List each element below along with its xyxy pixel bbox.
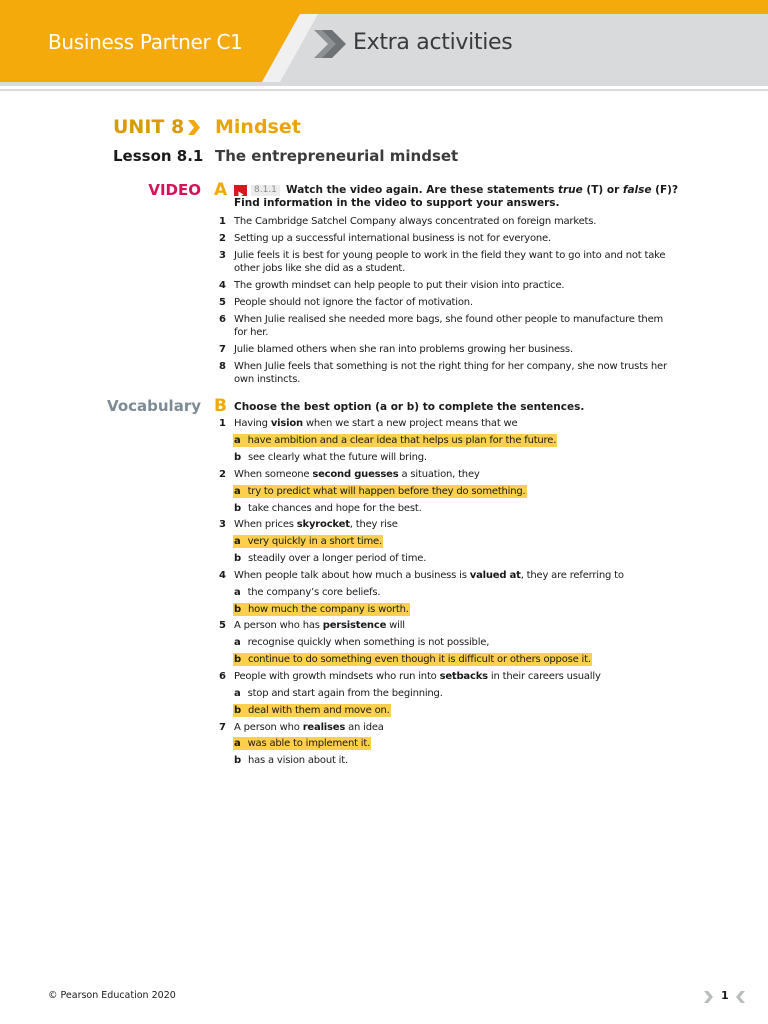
question-stem: When people talk about how much a business is valued at, they are referring to	[234, 570, 624, 581]
question-stem: A person who realises an idea	[234, 722, 384, 733]
question-stem: A person who has persistence will	[234, 620, 405, 631]
statement-text: When Julie feels that something is not the right thing for her company, she now trusts her own instincts.	[234, 361, 667, 385]
option-b-selected[interactable]: b deal with them and move on.	[234, 705, 390, 716]
keyword: skyrocket	[296, 519, 350, 530]
option-a[interactable]: a recognise quickly when something is not possible,	[234, 637, 490, 648]
question-stem: When prices skyrocket, they rise	[234, 519, 398, 530]
statement-text: The Cambridge Satchel Company always concentrated on foreign markets.	[234, 216, 597, 227]
statement-number: 7	[219, 344, 226, 355]
lesson-label: Lesson 8.1	[113, 147, 204, 165]
statement-number: 4	[219, 280, 226, 291]
question-number: 1	[219, 418, 226, 429]
keyword: valued at	[469, 570, 521, 581]
option-b-selected[interactable]: b continue to do something even though it is difficult or others oppose it.	[234, 654, 591, 665]
prev-chevron-icon	[735, 991, 745, 1003]
next-chevron-icon	[704, 991, 714, 1003]
keyword: realises	[302, 722, 346, 733]
option-a[interactable]: a stop and start again from the beginning.	[234, 688, 443, 699]
vocabulary-section-label: Vocabulary	[107, 397, 201, 415]
section-title: Extra activities	[353, 30, 513, 55]
unit-label: UNIT 8	[113, 116, 185, 138]
option-a-selected[interactable]: a was able to implement it.	[234, 738, 371, 749]
video-instructions: Watch the video again. Are these statements true (T) or false (F)? Find information in the video to support your answers.	[234, 184, 679, 209]
video-code-badge[interactable]: 8.1.1	[251, 185, 280, 196]
video-section-label: VIDEO	[148, 181, 201, 199]
option-a-selected[interactable]: a very quickly in a short time.	[234, 536, 382, 547]
unit-title: Mindset	[215, 116, 301, 138]
question-number: 6	[219, 671, 226, 682]
option-a[interactable]: a the company’s core beliefs.	[234, 587, 381, 598]
option-b[interactable]: b see clearly what the future will bring.	[234, 452, 427, 463]
statement-text: The growth mindset can help people to put their vision into practice.	[234, 280, 565, 291]
brand-title: Business Partner C1	[48, 30, 243, 54]
copyright-notice: © Pearson Education 2020	[48, 990, 176, 1001]
option-b[interactable]: b steadily over a longer period of time.	[234, 553, 427, 564]
question-number: 5	[219, 620, 226, 631]
statement-number: 3	[219, 250, 226, 261]
statement-text: Julie feels it is best for young people to work in the field they want to go into and not take other jobs like she did as a student.	[234, 250, 666, 274]
keyword: persistence	[322, 620, 387, 631]
page-number: 1	[721, 989, 729, 1002]
vocabulary-instructions: Choose the best option (a or b) to complete the sentences.	[234, 401, 585, 413]
statement-number: 1	[219, 216, 226, 227]
unit-chevron-icon	[187, 119, 201, 136]
statement-text: Setting up a successful international business is not for everyone.	[234, 233, 551, 244]
header-chevron-icon	[314, 30, 346, 58]
question-stem: People with growth mindsets who run into setbacks in their careers usually	[234, 671, 601, 682]
statement-number: 8	[219, 361, 226, 372]
question-stem: When someone second guesses a situation, they	[234, 469, 480, 480]
keyword: setbacks	[439, 671, 488, 682]
keyword: vision	[270, 418, 303, 429]
exercise-letter-b: B	[214, 396, 227, 416]
statement-number: 6	[219, 314, 226, 325]
question-number: 3	[219, 519, 226, 530]
question-number: 2	[219, 469, 226, 480]
lesson-title: The entrepreneurial mindset	[215, 147, 459, 165]
option-b[interactable]: b has a vision about it.	[234, 755, 348, 766]
statement-number: 2	[219, 233, 226, 244]
question-number: 7	[219, 722, 226, 733]
option-b-selected[interactable]: b how much the company is worth.	[234, 604, 409, 615]
option-a-selected[interactable]: a try to predict what will happen before they do something.	[234, 486, 526, 497]
option-a-selected[interactable]: a have ambition and a clear idea that helps us plan for the future.	[234, 435, 557, 446]
statement-text: People should not ignore the factor of motivation.	[234, 297, 473, 308]
exercise-letter-a: A	[214, 180, 228, 200]
statement-number: 5	[219, 297, 226, 308]
question-stem: Having vision when we start a new project means that we	[234, 418, 518, 429]
statement-text: Julie blamed others when she ran into problems growing her business.	[234, 344, 573, 355]
option-b[interactable]: b take chances and hope for the best.	[234, 503, 422, 514]
question-number: 4	[219, 570, 226, 581]
keyword: second guesses	[312, 469, 399, 480]
statement-text: When Julie realised she needed more bags, she found other people to manufacture them for her.	[234, 314, 664, 338]
